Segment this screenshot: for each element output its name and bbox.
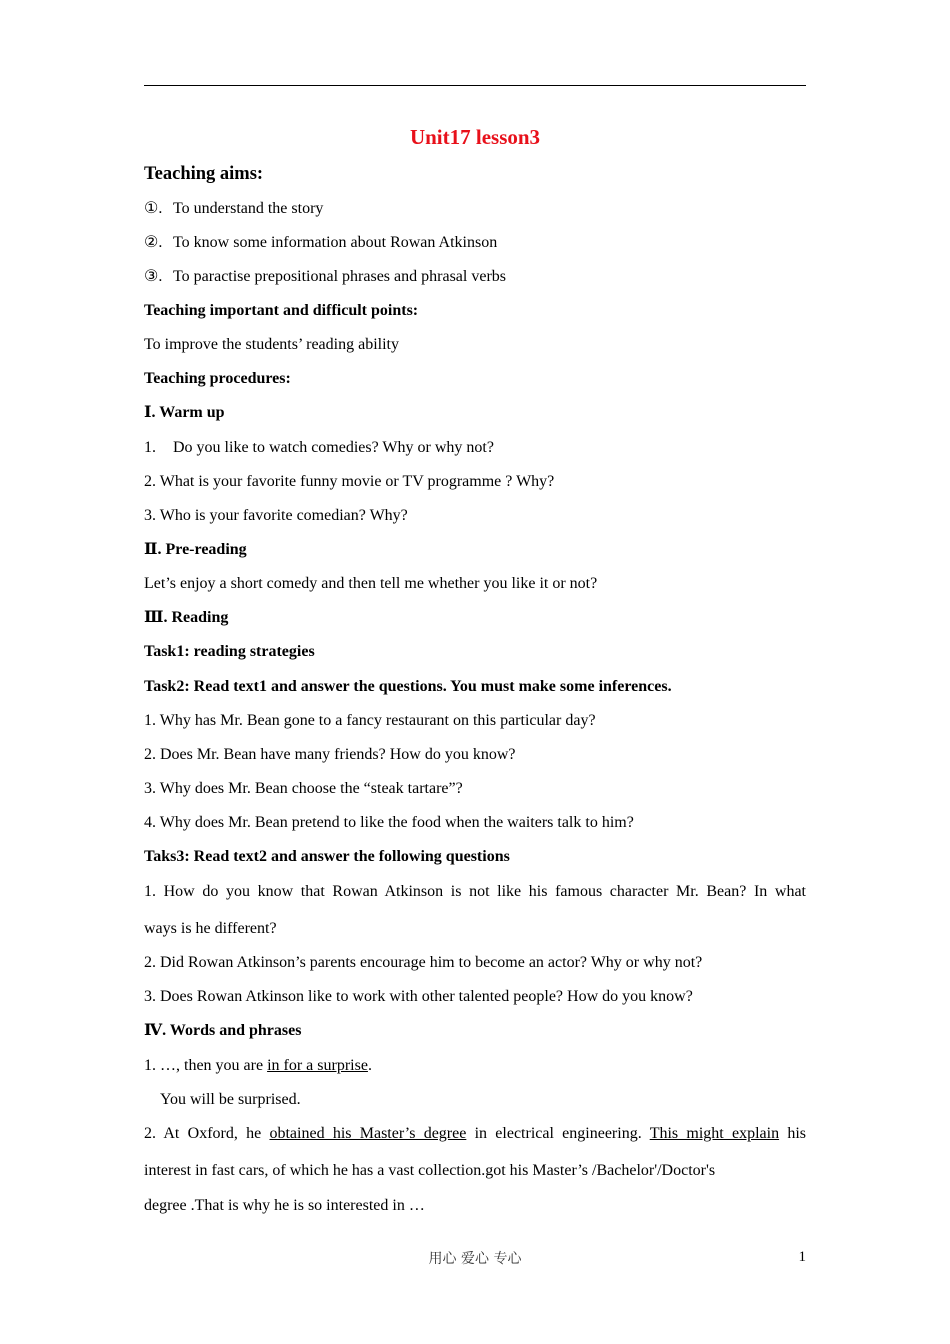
reading-heading: Ⅲ. Reading [144,609,229,626]
points-text: To improve the students’ reading ability [144,336,399,353]
prereading-heading: Ⅱ. Pre-reading [144,541,247,558]
points-heading: Teaching important and difficult points: [144,302,419,319]
footer-motto: 用心 爱心 专心 [428,1251,522,1267]
warmup-question-3: 3. Who is your favorite comedian? Why? [144,507,408,524]
task3-question-3: 3. Does Rowan Atkinson like to work with other talented people? How do you know? [144,988,693,1005]
phrase-this-might-explain: This might explain [649,1125,780,1142]
prereading-text: Let’s enjoy a short comedy and then tell me whether you like it or not? [144,575,598,592]
task3-question-2: 2. Did Rowan Atkinson’s parents encourage him to become an actor? Why or why not? [144,954,703,971]
words-item-1-meaning: You will be surprised. [160,1091,301,1108]
aim-item-1 [144,199,806,219]
procedures-heading: Teaching procedures: [144,370,291,387]
words-item-1-prefix: 1. …, then you are [144,1057,268,1074]
question-text: Do you like to watch comedies? Why or why not? [173,439,494,456]
words-heading: Ⅳ. Words and phrases [144,1022,302,1039]
aim-text: To understand the story [173,200,324,217]
warmup-heading: Ⅰ. Warm up [144,404,225,421]
words-item-1-suffix: . [367,1057,372,1074]
page-number: 1 [798,1249,806,1265]
header-rule [144,85,806,86]
aim-text: To paractise prepositional phrases and phrasal verbs [173,268,506,285]
document-title: Unit17 lesson3 [409,125,541,149]
phrase-in-for-a-surprise: in for a surprise [267,1057,368,1074]
words-item-2-line-3: degree .That is why he is so interested in … [144,1197,425,1214]
aim-marker: ②. [144,234,163,251]
task3-question-1-line-2: ways is he different? [144,920,277,937]
task1-heading: Task1: reading strategies [144,643,315,660]
words-item-2-line-2: interest in fast cars, of which he has a vast collection.got his Master’s /Bachelor'/Doctor's [144,1162,716,1179]
task2-question-1: 1. Why has Mr. Bean gone to a fancy restaurant on this particular day? [144,712,596,729]
task3-heading: Taks3: Read text2 and answer the following questions [144,848,510,865]
words-item-1 [144,1056,806,1076]
words-item-2-line-1 [144,1124,806,1144]
task2-question-4: 4. Why does Mr. Bean pretend to like the food when the waiters talk to him? [144,814,634,831]
question-number: 1. [144,439,156,456]
aim-marker: ③. [144,268,163,285]
task2-question-2: 2. Does Mr. Bean have many friends? How do you know? [144,746,516,763]
words-item-2-prefix: 2. At Oxford, he [144,1125,270,1142]
aim-marker: ①. [144,200,163,217]
words-item-2-suffix: his [779,1125,807,1142]
phrase-obtained-masters-degree: obtained his Master’s degree [269,1125,467,1142]
task2-question-3: 3. Why does Mr. Bean choose the “steak tartare”? [144,780,463,797]
warmup-question-2: 2. What is your favorite funny movie or TV programme ? Why? [144,473,555,490]
words-item-2-middle: in electrical engineering. [466,1125,650,1142]
aims-heading: Teaching aims: [144,164,264,184]
task3-question-1-line-1: 1. How do you know that Rowan Atkinson is not like his famous character Mr. Bean? In what [144,883,806,900]
aim-item-2 [144,233,806,253]
warmup-question-1 [144,438,806,458]
task2-heading: Task2: Read text1 and answer the questions. You must make some inferences. [144,678,672,695]
aim-item-3 [144,267,806,287]
aim-text: To know some information about Rowan Atkinson [173,234,498,251]
